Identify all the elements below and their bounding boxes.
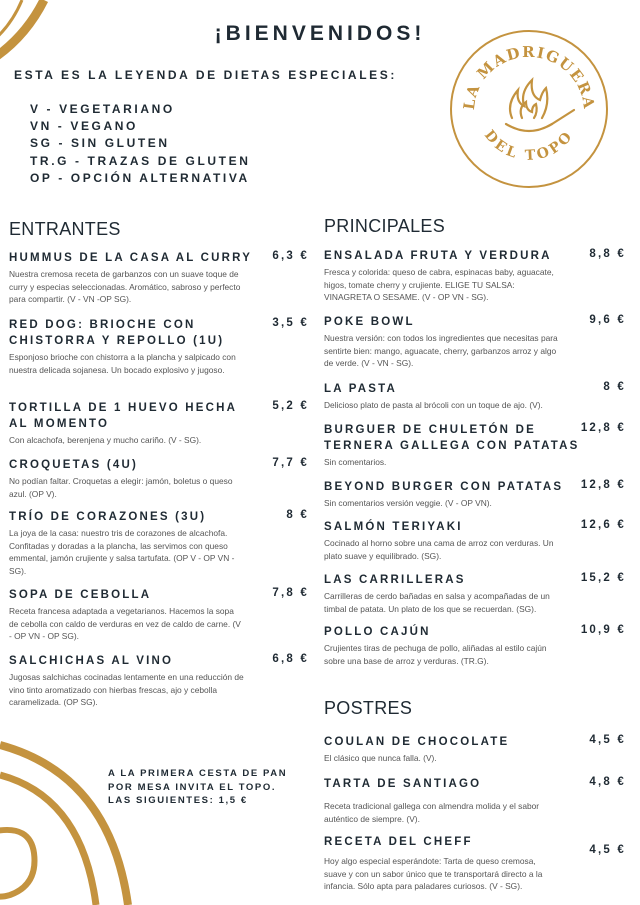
item-name: TARTA DE SANTIAGO: [324, 778, 482, 790]
item-price: 5,2 €: [272, 400, 309, 412]
menu-item: [324, 314, 626, 370]
item-description: Receta francesa adaptada a vegetarianos. Hacemos la sopa de cebolla con caldo de verduras en vez de caldo de carne. (V - OP VN - OP SG).: [9, 606, 241, 642]
menu-item: [324, 734, 626, 765]
menu-item: [324, 624, 626, 667]
item-name: HUMMUS DE LA CASA AL CURRY: [9, 252, 253, 264]
item-description: No podían faltar. Croquetas a elegir: jamón, boletus o queso azul. (OP V).: [9, 476, 233, 499]
item-description: Jugosas salchichas cocinadas lentamente en una reducción de vino tinto aromatizado con hierbas frescas, ajo y cebolla caramelizada. (OP SG).: [9, 672, 244, 708]
item-description: Fresca y colorida: queso de cabra, espinacas baby, aguacate, higos, tomate cherry y crujiente. ELIGE TU SALSA: VINAGRETA O SESAME. (V - OP VN - SG).: [324, 267, 554, 303]
legend-heading: ESTA ES LA LEYENDA DE DIETAS ESPECIALES:: [14, 68, 397, 82]
item-name: RECETA DEL CHEFF: [324, 836, 473, 848]
menu-item: [9, 317, 309, 376]
item-name: TRÍO DE CORAZONES (3U): [9, 511, 207, 523]
item-price: 4,8 €: [589, 776, 626, 788]
entrantes-heading: ENTRANTES: [9, 219, 121, 239]
item-description: Cocinado al horno sobre una cama de arroz con verduras. Un plato suave y equilibrado. (SG).: [324, 538, 554, 561]
item-price: 12,8 €: [580, 422, 626, 434]
menu-item: [9, 509, 309, 577]
legend-item: SG - SIN GLUTEN: [30, 136, 170, 151]
item-name: ENSALADA FRUTA Y VERDURA: [324, 250, 552, 262]
item-description: Carrilleras de cerdo bañadas en salsa y acompañadas de un timbal de patata. Un plato de los que se recuerdan. (SG).: [324, 591, 550, 614]
item-price: 8 €: [603, 381, 626, 393]
menu-item: [324, 248, 626, 304]
menu-item: [9, 653, 309, 709]
item-name: BEYOND BURGER CON PATATAS: [324, 481, 564, 493]
item-name: SOPA DE CEBOLLA: [9, 589, 152, 601]
item-name: POLLO CAJÚN: [324, 626, 431, 638]
item-name: COULAN DE CHOCOLATE: [324, 736, 510, 748]
item-price: 12,8 €: [580, 479, 626, 491]
item-description: Receta tradicional gallega con almendra molida y el sabor auténtico de siempre. (V).: [324, 801, 540, 824]
item-name: SALCHICHAS AL VINO: [9, 655, 174, 667]
item-price: 8 €: [286, 509, 309, 521]
menu-item: [9, 457, 309, 500]
logo-name-bottom: DEL TOPO: [480, 127, 578, 165]
item-description: Sin comentarios versión veggie. (V - OP VN).: [324, 498, 492, 508]
item-price: 4,5 €: [589, 734, 626, 746]
bread-note: A LA PRIMERA CESTA DE PAN POR MESA INVITA EL TOPO. LAS SIGUIENTES: 1,5 €: [108, 768, 288, 806]
item-description: Con alcachofa, berenjena y mucho cariño. (V - SG).: [9, 435, 202, 445]
menu-item: [324, 479, 626, 510]
item-price: 6,3 €: [272, 250, 309, 262]
legend-item: OP - OPCIÓN ALTERNATIVA: [30, 170, 250, 185]
item-price: 10,9 €: [580, 624, 626, 636]
item-name: LAS CARRILLERAS: [324, 574, 466, 586]
menu-item: [9, 250, 309, 306]
diet-legend: [30, 101, 250, 187]
legend-item: VN - VEGANO: [30, 119, 138, 134]
menu-item: [324, 422, 626, 469]
item-description: El clásico que nunca falla. (V).: [324, 753, 437, 763]
logo-name-top: LA MADRIGUERA: [459, 42, 599, 111]
item-description: La joya de la casa: nuestro tris de corazones de alcachofa. Confitadas y doradas a la plancha, las servimos con queso emmental, jamón crujiente y salsa tartufata. (OP V - OP VN - SG).: [9, 528, 235, 576]
flaming-pan-icon: [506, 80, 574, 131]
item-price: 12,6 €: [580, 519, 626, 531]
item-name: RED DOG: BRIOCHE CON CHISTORRA Y REPOLLO (1U): [9, 319, 225, 347]
item-price: 3,5 €: [272, 317, 309, 329]
item-price: 6,8 €: [272, 653, 309, 665]
item-description: Sin comentarios.: [324, 457, 387, 467]
item-description: Hoy algo especial esperándote: Tarta de queso cremosa, suave y con un sabor único que te transportará directo a la infancia. Sólo apta para paladares curiosos. (V - SG).: [324, 856, 543, 892]
svg-text:LA MADRIGUERA: [460, 43, 598, 111]
principales-heading: PRINCIPALES: [324, 216, 446, 236]
postres-heading: POSTRES: [324, 698, 413, 718]
item-price: 15,2 €: [580, 572, 626, 584]
menu-item: [9, 400, 309, 447]
menu-item: [324, 381, 626, 412]
item-price: 4,5 €: [589, 844, 626, 856]
item-price: 7,7 €: [272, 457, 309, 469]
item-price: 7,8 €: [272, 587, 309, 599]
menu-item: [324, 572, 626, 615]
menu-item: [324, 834, 626, 893]
item-name: LA PASTA: [324, 383, 397, 395]
item-name: POKE BOWL: [324, 316, 415, 328]
menu-item: [324, 776, 626, 825]
item-description: Nuestra cremosa receta de garbanzos con un suave toque de curry y especias seleccionadas. Aromático, sabroso y perfecto para compartir. (V - VN -OP SG).: [9, 269, 241, 305]
menu-item: [9, 587, 309, 643]
menu-item: [324, 519, 626, 562]
legend-item: TR.G - TRAZAS DE GLUTEN: [30, 153, 251, 168]
item-name: TORTILLA DE 1 HUEVO HECHA AL MOMENTO: [9, 402, 237, 430]
item-name: CROQUETAS (4U): [9, 459, 138, 471]
page-title: ¡BIENVENIDOS!: [214, 22, 426, 45]
corner-ornament-bottom-left: [0, 735, 140, 905]
item-description: Nuestra versión: con todos los ingredientes que necesitas para sentirte bien: mango, aguacate, cherry, garbanzos arroz y algo de verde. (V - VN - SG).: [324, 333, 558, 369]
item-name: BURGUER DE CHULETÓN DE TERNERA GALLEGA CON PATATAS: [324, 424, 580, 452]
item-price: 8,8 €: [589, 248, 626, 260]
item-name: SALMÓN TERIYAKI: [324, 521, 463, 533]
svg-text:DEL TOPO: [481, 127, 577, 164]
legend-item: V - VEGETARIANO: [30, 102, 175, 116]
item-description: Crujientes tiras de pechuga de pollo, aliñadas al estilo cajún sobre una base de arroz y verduras. (TR.G).: [324, 643, 547, 666]
item-description: Delicioso plato de pasta al brócoli con un toque de ajo. (V).: [324, 400, 543, 410]
item-price: 9,6 €: [589, 314, 626, 326]
restaurant-logo: [446, 26, 612, 192]
item-description: Esponjoso brioche con chistorra a la plancha y salpicado con nuestra delicada sojanesa. Un bocado explosivo y jugoso.: [9, 352, 236, 375]
